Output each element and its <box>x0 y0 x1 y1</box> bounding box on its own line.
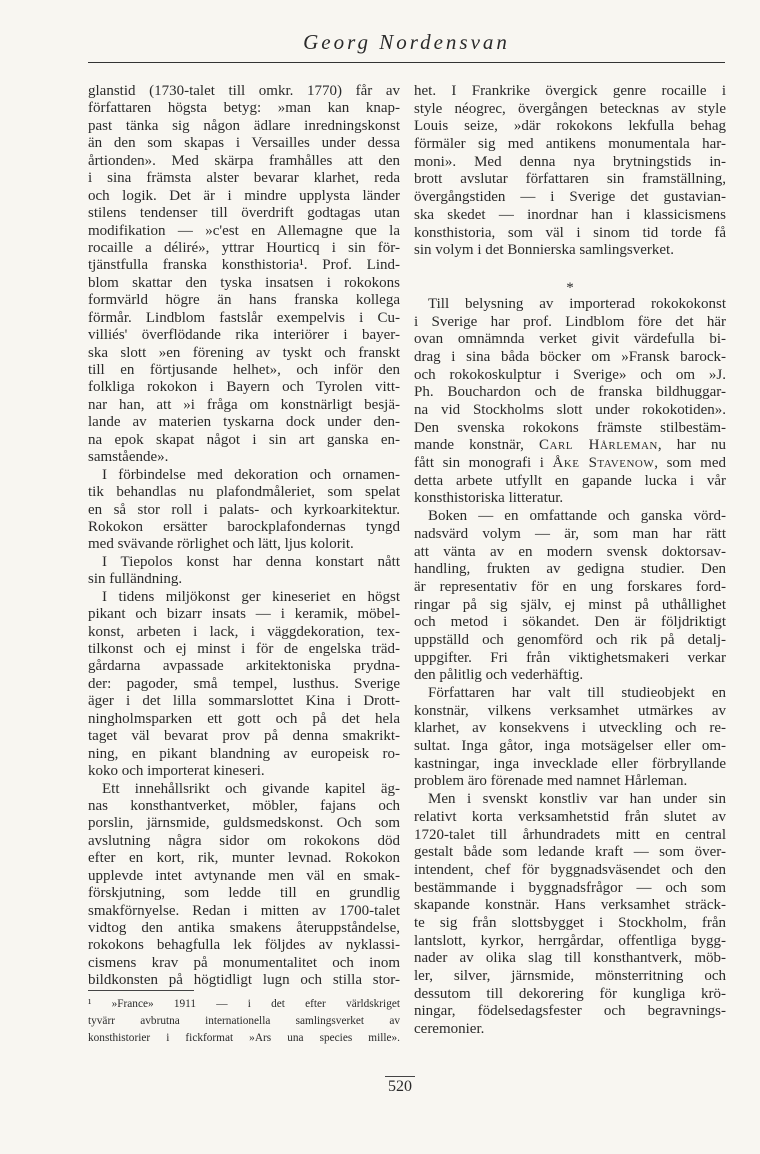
text-line: vidtog den antika smakens återuppståndelse, <box>88 920 400 936</box>
text-line: förmår. Lindblom fastslår exempelvis i Cu- <box>88 309 400 326</box>
text-line: äger i det lilla sommarslottet Kina i Drott- <box>88 693 400 710</box>
paragraph <box>88 781 400 990</box>
header-rule <box>88 62 725 63</box>
text-line: Ph. Bouchardon och de franska bildhuggar- <box>414 384 726 401</box>
text-line: porslin, järnsmide, guldsmedskonst. Och som <box>88 815 400 832</box>
right-column-top <box>414 83 726 260</box>
text-line: ceremonier. <box>414 1021 485 1038</box>
text-line: nar han, att »i fråga om konstnärligt besjä- <box>88 396 400 413</box>
text-line: i sina främsta alster bevarar klarhet, reda <box>88 170 400 187</box>
text-line: Boken — en omfattande och ganska vörd- <box>428 508 726 525</box>
text-segment: fått sin monografi i <box>414 455 553 472</box>
text-line: I Tiepolos konst har denna konstart nått <box>102 553 400 570</box>
paragraph <box>88 554 400 589</box>
text-line: tilkonst och ej minst i för de engelska träd- <box>88 641 400 657</box>
text-line: drag i sina båda böcker om »Fransk barock- <box>414 348 726 365</box>
text-line: cismens krav på monumentalitet och inom <box>88 954 400 971</box>
text-line: och rokokoskulptur i Sverige» och om »J. <box>414 366 726 383</box>
text-line: nader av olika slag till konsthantverk, möb- <box>414 950 726 967</box>
footnote-line: tyvärr avbrutna internationella samlingsverket av <box>88 1015 400 1027</box>
text-line: nadsvärd volym — är, som man har rätt <box>414 525 726 542</box>
paragraph <box>88 83 400 467</box>
text-line: tjänstfulla franska konsthistoria¹. Prof. Lind- <box>88 257 400 274</box>
text-line: lantslott, kyrkor, herrgårdar, offentliga bygg- <box>414 932 726 949</box>
text-line: gårdarna avpassade arkitektoniska prydna- <box>88 658 400 675</box>
text-line: I tidens miljökonst ger kineseriet en högst <box>102 588 400 605</box>
text-line: Rokokon ersätter barockplafondernas tyngd <box>88 518 400 535</box>
text-line: blom skattar den tyska insatsen i rokokons <box>88 274 400 291</box>
paragraph <box>88 589 400 781</box>
text-line: ning, en pikant blandning av europeisk ro- <box>88 745 400 762</box>
text-line: sin fulländning. <box>88 571 183 588</box>
text-line: relativt korta verksamhetstid från slutet av <box>414 808 726 825</box>
text-line: ningholmsparken ett gott och på det hela <box>88 710 400 727</box>
text-line: sultat. Inga gåtor, inga motsägelser eller om- <box>414 738 726 755</box>
text-line: formvärld högre än hans franska kollega <box>88 292 400 309</box>
paragraph <box>414 685 726 791</box>
text-line: modifikation — »c'est en Allemagne que la <box>88 222 400 239</box>
paragraph <box>414 83 726 260</box>
text-line: pikant och bizarr insats — i keramik, möbel- <box>88 606 400 623</box>
text-line: lande av materien tyskarna dock under den- <box>88 414 400 431</box>
text-line: ler, silver, järnsmide, mönsterritning och <box>414 968 726 984</box>
text-segment: , som med <box>654 455 726 472</box>
text-line: villiés' överflödande rika interiörer i bayer- <box>88 327 400 344</box>
text-line: ovan omnämnda verket givit värdefulla bi- <box>414 331 726 348</box>
text-line: Den svenska rokokons främste stilbestäm- <box>414 419 726 436</box>
text-line: ningar, födelsedagsfester och begravnings- <box>414 1003 726 1020</box>
text-line <box>414 437 726 455</box>
text-line: övergångstiden — i Sverige det gustavian- <box>414 189 726 206</box>
paragraph <box>88 467 400 554</box>
text-line: och logik. Det är i mindre upplysta länder <box>88 187 400 204</box>
text-line: bestämmande i byggnadsfrågor — och som <box>414 879 726 896</box>
text-line: med svävande rörlighet och lätt, ljus kolorit. <box>88 536 354 553</box>
text-line: konsthistoria, som väl i sinom tid torde få <box>414 224 726 241</box>
text-line: konsthistoriska litteratur. <box>414 490 564 507</box>
text-line: kastningar, inga invecklade eller förbryllande <box>414 755 726 772</box>
text-line: rokokons behagfulla lek följdes av nyklassi- <box>88 937 400 954</box>
text-line: skapande konstnär. Hans verksamhet sträck- <box>414 897 726 914</box>
text-line: avslutning några sidor om rokokons död <box>88 832 400 849</box>
text-line: detta arbete utfyllt en gapande lucka i vår <box>414 472 726 489</box>
text-line: i Sverige har prof. Lindblom före det här <box>414 313 726 330</box>
text-line: uppgifter. Fri från viktighetsmakeri verkar <box>414 649 726 666</box>
text-line: stilens tendenser till överdrift godtagas utan <box>88 205 400 222</box>
footnote-line: konsthistorier i fickformat »Ars una species mille». <box>88 1032 400 1044</box>
text-line: I förbindelse med dekoration och ornamen- <box>102 466 400 483</box>
paragraph <box>414 508 726 685</box>
text-line: handling, frukten av gedigna studier. Den <box>414 561 726 578</box>
text-line: bildkonsten på högtidligt lugn och stilla stor- <box>88 972 400 989</box>
footnote-line: ¹ »France» 1911 — i det efter världskriget <box>88 998 400 1010</box>
text-line: 1720-talet till århundradets mitt en central <box>414 826 726 843</box>
right-column-bottom <box>414 296 726 1039</box>
text-line: na vid Stockholms slott under rokokotiden». <box>414 402 726 418</box>
text-segment: , har nu <box>657 437 726 454</box>
text-line: att vänta av en modern svensk doktorsav- <box>414 543 726 560</box>
page-number: 520 <box>388 1078 412 1095</box>
text-line: taget väl bevarat prov på denna smakrikt- <box>88 728 400 745</box>
text-line: ringar på sig själv, ej minst på uthållighet <box>414 596 726 613</box>
text-line: moni». Med denna nya brytningstids in- <box>414 153 726 170</box>
text-line: konstnär, vilkens verksamhet utmärkes av <box>414 702 726 719</box>
text-line: Till belysning av importerad rokokokonst <box>428 295 726 312</box>
text-line: till en förtjusande helhet», och inför den <box>88 362 400 378</box>
text-line: style néogrec, övergången betecknas av style <box>414 100 726 117</box>
page-number-rule <box>385 1076 415 1077</box>
text-line: än den som skapas i Versailles under dessa <box>88 135 400 152</box>
text-line: förmäler sig med antikens monumentala har- <box>414 136 726 153</box>
text-segment: mande konstnär, <box>414 437 540 454</box>
text-line: tik behandlas nu plafondmåleriet, som spelat <box>88 484 400 501</box>
text-line: te sig från slottsbygget i Stockholm, från <box>414 914 726 931</box>
text-line: ska skedet — inordnar han i klassicismens <box>414 206 726 223</box>
text-line: ska slott »en förening av tyskt och franskt <box>88 344 400 361</box>
person-name: Carl Hårleman <box>539 437 658 454</box>
text-line: är representativ för en ung forskares ford- <box>414 578 726 595</box>
text-line: samstående». <box>88 449 169 466</box>
text-line: Louis seize, »där rokokons lekfulla behag <box>414 118 726 135</box>
text-line: het. I Frankrike övergick genre rocaille i <box>414 83 726 99</box>
text-line: folkliga rokokon i Bayern och Tyrolen vitt- <box>88 379 400 396</box>
footnote <box>88 996 400 1047</box>
text-line: brott avslutar författaren sin framställning, <box>414 171 726 188</box>
text-line: problem äro förenade med namnet Hårleman. <box>414 773 688 790</box>
left-column <box>88 83 400 990</box>
text-line: past tänka sig någon ädlare inredningskonst <box>88 117 400 134</box>
footnote-rule <box>88 990 194 991</box>
text-line: efter en kort, rik, munter levnad. Rokokon <box>88 850 400 867</box>
text-line: der: pagoder, små tempel, lusthus. Sverige <box>88 675 400 692</box>
person-name: Åke Stavenow <box>552 455 655 472</box>
text-line: na epok skapat något i sin art ganska en- <box>88 431 400 448</box>
text-line: konst, arbeten i lack, i väggdekoration, tex- <box>88 623 400 640</box>
text-line: författaren högsta betyg: »man kan knap- <box>88 100 400 117</box>
text-line: uppställd och genomförd och rik på detalj- <box>414 631 726 648</box>
text-line: en så stor roll i palats- och kyrkoarkitektur. <box>88 501 400 518</box>
text-line: dessutom till dekorering för kungliga krö- <box>414 985 726 1002</box>
text-line <box>414 455 726 473</box>
section-break: * <box>566 279 574 296</box>
text-line: förskjutning, som ledde till en grundlig <box>88 885 400 902</box>
text-line: smakförnyelse. Redan i mitten av 1700-talet <box>88 902 400 919</box>
text-line: Författaren har valt till studieobjekt en <box>428 685 726 701</box>
text-line: sin volym i det Bonnierska samlingsverket. <box>414 242 674 259</box>
text-line: gestalt både som ledande kraft — som över- <box>414 844 726 861</box>
paragraph <box>414 296 726 508</box>
text-line: nas konsthantverket, möbler, fajans och <box>88 797 400 814</box>
text-line: Men i svenskt konstliv var han under sin <box>428 791 726 808</box>
running-head: Georg Nordensvan <box>303 30 510 54</box>
text-line: rocaille a déliré», yttrar Hourticq i sin för- <box>88 239 400 256</box>
text-line: koko och importerat kineseri. <box>88 763 265 780</box>
text-line: glanstid (1730-talet till omkr. 1770) får av <box>88 83 400 99</box>
paragraph <box>414 791 726 1039</box>
text-line: Ett innehållsrikt och givande kapitel äg- <box>102 780 400 797</box>
text-line: och metod i sökandet. Den är följdriktigt <box>414 614 726 631</box>
text-line: den pålitlig och vederhäftig. <box>414 667 584 684</box>
text-line: årtionden». Med skärpa framhålles att den <box>88 152 400 169</box>
text-line: intendent, chef för byggnadsväsendet och den <box>414 861 726 878</box>
text-line: klarhet, av konsekvens i utveckling och re- <box>414 720 726 737</box>
text-line: upplevde intet avtynande men väl en smak- <box>88 867 400 884</box>
right-column <box>414 83 726 1039</box>
